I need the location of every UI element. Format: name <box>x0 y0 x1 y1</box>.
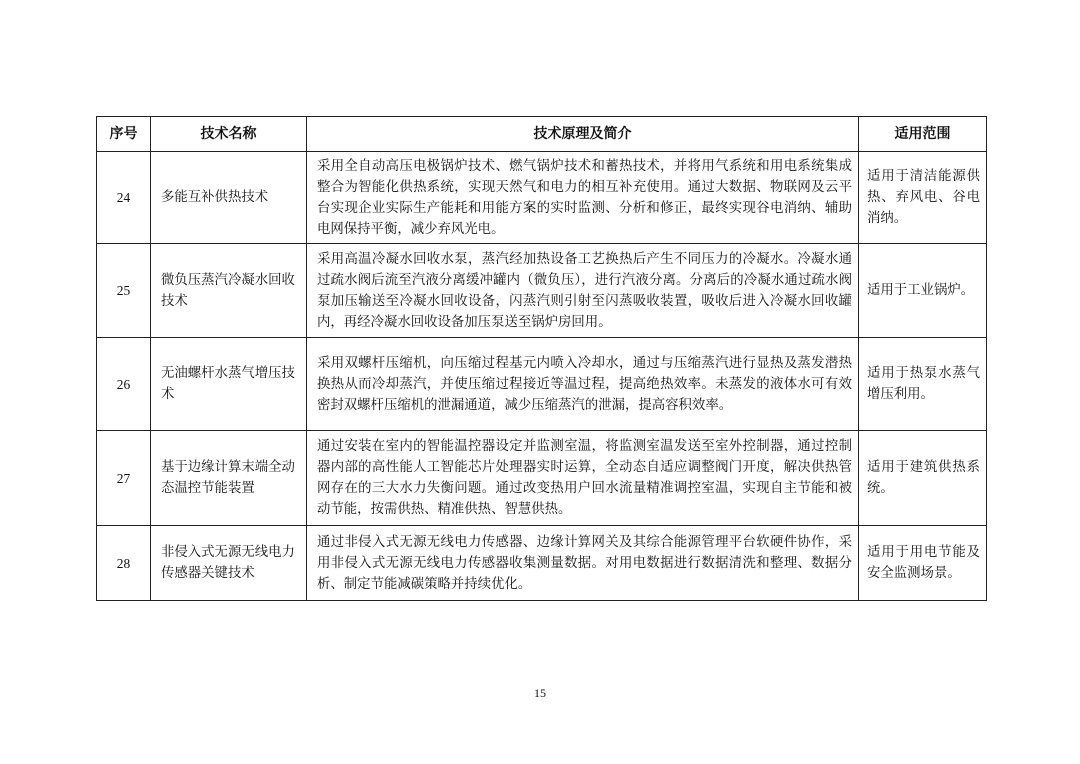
header-serial-number: 序号 <box>97 117 151 152</box>
row-technology-name: 基于边缘计算末端全动态温控节能装置 <box>151 431 307 526</box>
row-technology-name: 多能互补供热技术 <box>151 152 307 244</box>
page-number: 15 <box>534 686 546 700</box>
row-technology-name: 无油螺杆水蒸气增压技术 <box>151 338 307 431</box>
row-serial-number: 25 <box>97 244 151 338</box>
row-applicable-scope: 适用于建筑供热系统。 <box>859 431 987 526</box>
header-technology-name: 技术名称 <box>151 117 307 152</box>
row-principle-description: 采用高温冷凝水回收水泵，蒸汽经加热设备工艺换热后产生不同压力的冷凝水。冷凝水通过疏水阀后流至汽液分离缓冲罐内（微负压），进行汽液分离。分离后的冷凝水通过疏水阀泵加压输送至冷凝水回收设备，闪蒸汽则引射至闪蒸吸收装置，吸收后进入冷凝水回收罐内，再经冷凝水回收设备加压泵送至锅炉房回用。 <box>307 244 859 338</box>
header-applicable-scope: 适用范围 <box>859 117 987 152</box>
row-serial-number: 26 <box>97 338 151 431</box>
row-principle-description: 采用双螺杆压缩机，向压缩过程基元内喷入冷却水，通过与压缩蒸汽进行显热及蒸发潜热换热从而冷却蒸汽，并使压缩过程接近等温过程，提高绝热效率。未蒸发的液体水可有效密封双螺杆压缩机的泄漏通道，减少压缩蒸汽的泄漏，提高容积效率。 <box>307 338 859 431</box>
table-row <box>97 338 987 431</box>
table-row <box>97 244 987 338</box>
row-applicable-scope: 适用于用电节能及安全监测场景。 <box>859 526 987 601</box>
header-principle-description: 技术原理及简介 <box>307 117 859 152</box>
table-header-row <box>97 117 987 152</box>
row-principle-description: 通过非侵入式无源无线电力传感器、边缘计算网关及其综合能源管理平台软硬件协作，采用非侵入式无源无线电力传感器收集测量数据。对用电数据进行数据清洗和整理、数据分析、制定节能减碳策略并持续优化。 <box>307 526 859 601</box>
row-principle-description: 采用全自动高压电极锅炉技术、燃气锅炉技术和蓄热技术，并将用气系统和用电系统集成整合为智能化供热系统，实现天然气和电力的相互补充使用。通过大数据、物联网及云平台实现企业实际生产能耗和用能方案的实时监测、分析和修正，最终实现谷电消纳、辅助电网保持平衡，减少弃风光电。 <box>307 152 859 244</box>
row-technology-name: 微负压蒸汽冷凝水回收技术 <box>151 244 307 338</box>
row-applicable-scope: 适用于清洁能源供热、弃风电、谷电消纳。 <box>859 152 987 244</box>
technology-table <box>96 116 987 601</box>
table-row <box>97 152 987 244</box>
row-serial-number: 27 <box>97 431 151 526</box>
row-applicable-scope: 适用于工业锅炉。 <box>859 244 987 338</box>
row-principle-description: 通过安装在室内的智能温控器设定并监测室温，将监测室温发送至室外控制器，通过控制器内部的高性能人工智能芯片处理器实时运算，全动态自适应调整阀门开度，解决供热管网存在的三大水力失衡问题。通过改变热用户回水流量精准调控室温，实现自主节能和被动节能，按需供热、精准供热、智慧供热。 <box>307 431 859 526</box>
row-serial-number: 24 <box>97 152 151 244</box>
row-applicable-scope: 适用于热泵水蒸气增压利用。 <box>859 338 987 431</box>
table-row <box>97 526 987 601</box>
table-row <box>97 431 987 526</box>
row-technology-name: 非侵入式无源无线电力传感器关键技术 <box>151 526 307 601</box>
row-serial-number: 28 <box>97 526 151 601</box>
